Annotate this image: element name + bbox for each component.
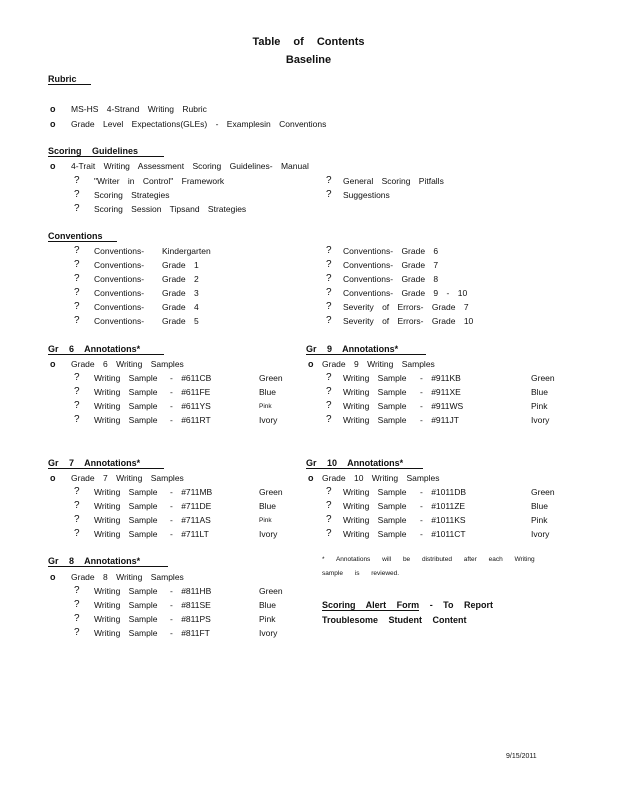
sample-color: Blue — [259, 600, 277, 610]
section-heading-gr8: Gr 8 Annotations* — [48, 556, 168, 567]
question-icon: ? — [74, 189, 80, 200]
question-icon: ? — [326, 259, 332, 270]
question-icon: ? — [74, 627, 80, 638]
sample-color: Ivory — [531, 415, 550, 425]
question-icon: ? — [74, 486, 80, 497]
sample-code: - #811HB — [170, 586, 212, 596]
question-icon: ? — [326, 301, 332, 312]
sample-label: Writing Sample — [343, 401, 407, 411]
conventions-item: Severity of Errors- Grade 10 — [343, 316, 474, 326]
question-icon: ? — [326, 273, 332, 284]
conventions-item: Conventions- — [94, 316, 145, 326]
question-icon: ? — [326, 386, 332, 397]
question-icon: ? — [326, 400, 332, 411]
sample-label: Writing Sample — [343, 415, 407, 425]
sample-label: Writing Sample — [94, 628, 158, 638]
scoring-main-item: 4-Trait Writing Assessment Scoring Guidelines- Manual — [71, 161, 309, 171]
conventions-item: Conventions- — [94, 288, 145, 298]
rubric-item: Grade Level Expectations(GLEs) - Examplesin Conventions — [71, 119, 327, 129]
question-icon: ? — [74, 500, 80, 511]
question-icon: ? — [326, 414, 332, 425]
sample-color: Green — [531, 373, 555, 383]
grade-samples-item: Grade 10 Writing Samples — [322, 473, 440, 483]
section-heading-rubric: Rubric — [48, 74, 91, 85]
sample-code: - #911KB — [420, 373, 461, 383]
sample-color: Pink — [531, 401, 548, 411]
section-heading-scoring: Scoring Guidelines — [48, 146, 164, 157]
question-icon: ? — [74, 414, 80, 425]
sample-color: Green — [531, 487, 555, 497]
page-title: Table of Contents — [252, 36, 365, 48]
sample-code: - #711LT — [170, 529, 209, 539]
question-icon: ? — [74, 372, 80, 383]
sample-color: Blue — [259, 501, 277, 511]
sample-color: Ivory — [531, 529, 550, 539]
section-heading-gr10: Gr 10 Annotations* — [306, 458, 423, 469]
sample-label: Writing Sample — [94, 373, 158, 383]
question-icon: ? — [74, 599, 80, 610]
bullet-icon: o — [50, 104, 56, 114]
conventions-item: Conventions- Grade 7 — [343, 260, 439, 270]
rubric-item: MS-HS 4-Strand Writing Rubric — [71, 104, 207, 114]
sample-code: - #911WS — [420, 401, 464, 411]
conventions-grade: Kindergarten — [162, 246, 211, 256]
conventions-grade: Grade 4 — [162, 302, 199, 312]
sample-color: Ivory — [259, 529, 278, 539]
page-subtitle: Baseline — [285, 54, 332, 66]
conventions-grade: Grade 5 — [162, 316, 199, 326]
sample-label: Writing Sample — [343, 387, 407, 397]
sample-label: Writing Sample — [94, 401, 158, 411]
question-icon: ? — [326, 500, 332, 511]
bullet-icon: o — [308, 473, 314, 483]
annotations-note: * Annotations will be distributed after each Writing — [322, 556, 535, 563]
conventions-item: Conventions- — [94, 302, 145, 312]
sample-code: - #611CB — [170, 373, 212, 383]
conventions-item: Conventions- Grade 8 — [343, 274, 439, 284]
sample-color: Green — [259, 373, 283, 383]
sample-code: - #1011DB — [420, 487, 467, 497]
question-icon: ? — [326, 372, 332, 383]
question-icon: ? — [74, 203, 80, 214]
scoring-alert-line2: Troublesome Student Content — [322, 615, 467, 625]
question-icon: ? — [326, 175, 332, 186]
sample-code: - #611YS — [170, 401, 211, 411]
conventions-grade: Grade 1 — [162, 260, 199, 270]
sample-color: Blue — [531, 387, 549, 397]
question-icon: ? — [326, 514, 332, 525]
sample-color: Ivory — [259, 415, 278, 425]
sample-code: - #1011KS — [420, 515, 466, 525]
scoring-alert-suffix: - To Report — [419, 600, 494, 610]
question-icon: ? — [74, 259, 80, 270]
bullet-icon: o — [308, 359, 314, 369]
scoring-subitem: Suggestions — [343, 190, 390, 200]
question-icon: ? — [74, 175, 80, 186]
bullet-icon: o — [50, 161, 56, 171]
sample-code: - #711MB — [170, 487, 213, 497]
bullet-icon: o — [50, 473, 56, 483]
section-heading-gr6: Gr 6 Annotations* — [48, 344, 164, 355]
question-icon: ? — [326, 287, 332, 298]
conventions-item: Conventions- — [94, 260, 145, 270]
sample-code: - #1011CT — [420, 529, 466, 539]
grade-samples-item: Grade 6 Writing Samples — [71, 359, 184, 369]
annotations-note: sample is reviewed. — [322, 570, 400, 577]
sample-label: Writing Sample — [94, 415, 158, 425]
scoring-alert-form-link[interactable]: Scoring Alert Form — [322, 600, 420, 610]
section-heading-gr9: Gr 9 Annotations* — [306, 344, 426, 355]
grade-samples-item: Grade 8 Writing Samples — [71, 572, 184, 582]
sample-label: Writing Sample — [94, 614, 158, 624]
sample-code: - #911JT — [420, 415, 459, 425]
sample-code: - #1011ZE — [420, 501, 466, 511]
question-icon: ? — [74, 386, 80, 397]
scoring-subitem: Scoring Strategies — [94, 190, 170, 200]
sample-code: - #711DE — [170, 501, 212, 511]
sample-label: Writing Sample — [94, 515, 158, 525]
scoring-subitem: Scoring Session Tipsand Strategies — [94, 204, 247, 214]
conventions-item: Conventions- — [94, 246, 145, 256]
sample-label: Writing Sample — [343, 373, 407, 383]
conventions-item: Conventions- Grade 9 - 10 — [343, 288, 468, 298]
conventions-grade: Grade 3 — [162, 288, 199, 298]
scoring-subitem: General Scoring Pitfalls — [343, 176, 444, 186]
sample-code: - #811SE — [170, 600, 211, 610]
question-icon: ? — [74, 585, 80, 596]
conventions-item: Conventions- — [94, 274, 145, 284]
sample-code: - #711AS — [170, 515, 211, 525]
question-icon: ? — [326, 245, 332, 256]
sample-label: Writing Sample — [94, 387, 158, 397]
sample-label: Writing Sample — [94, 586, 158, 596]
sample-code: - #811FT — [170, 628, 210, 638]
sample-color: Green — [259, 586, 283, 596]
grade-samples-item: Grade 7 Writing Samples — [71, 473, 184, 483]
question-icon: ? — [326, 315, 332, 326]
question-icon: ? — [74, 400, 80, 411]
question-icon: ? — [74, 528, 80, 539]
sample-label: Writing Sample — [343, 501, 407, 511]
sample-label: Writing Sample — [343, 487, 407, 497]
sample-label: Writing Sample — [343, 515, 407, 525]
scoring-alert-line — [322, 600, 493, 610]
question-icon: ? — [326, 486, 332, 497]
question-icon: ? — [326, 189, 332, 200]
question-icon: ? — [74, 514, 80, 525]
conventions-grade: Grade 2 — [162, 274, 199, 284]
sample-color: Pink — [259, 403, 272, 410]
question-icon: ? — [74, 315, 80, 326]
scoring-subitem: "Writer in Control" Framework — [94, 176, 225, 186]
grade-samples-item: Grade 9 Writing Samples — [322, 359, 435, 369]
conventions-item: Conventions- Grade 6 — [343, 246, 439, 256]
section-heading-conventions: Conventions — [48, 231, 117, 242]
section-heading-gr7: Gr 7 Annotations* — [48, 458, 164, 469]
sample-label: Writing Sample — [94, 529, 158, 539]
question-icon: ? — [74, 273, 80, 284]
sample-color: Pink — [531, 515, 548, 525]
sample-label: Writing Sample — [94, 501, 158, 511]
question-icon: ? — [326, 528, 332, 539]
bullet-icon: o — [50, 359, 56, 369]
sample-code: - #811PS — [170, 614, 211, 624]
sample-color: Green — [259, 487, 283, 497]
bullet-icon: o — [50, 572, 56, 582]
bullet-icon: o — [50, 119, 56, 129]
sample-code: - #611RT — [170, 415, 211, 425]
question-icon: ? — [74, 245, 80, 256]
sample-color: Pink — [259, 517, 272, 524]
question-icon: ? — [74, 287, 80, 298]
conventions-item: Severity of Errors- Grade 7 — [343, 302, 469, 312]
sample-label: Writing Sample — [94, 487, 158, 497]
sample-code: - #611FE — [170, 387, 211, 397]
sample-label: Writing Sample — [94, 600, 158, 610]
sample-code: - #911XE — [420, 387, 461, 397]
sample-label: Writing Sample — [343, 529, 407, 539]
sample-color: Pink — [259, 614, 276, 624]
question-icon: ? — [74, 301, 80, 312]
question-icon: ? — [74, 613, 80, 624]
sample-color: Blue — [259, 387, 277, 397]
sample-color: Blue — [531, 501, 549, 511]
sample-color: Ivory — [259, 628, 278, 638]
footer-date: 9/15/2011 — [506, 753, 537, 760]
